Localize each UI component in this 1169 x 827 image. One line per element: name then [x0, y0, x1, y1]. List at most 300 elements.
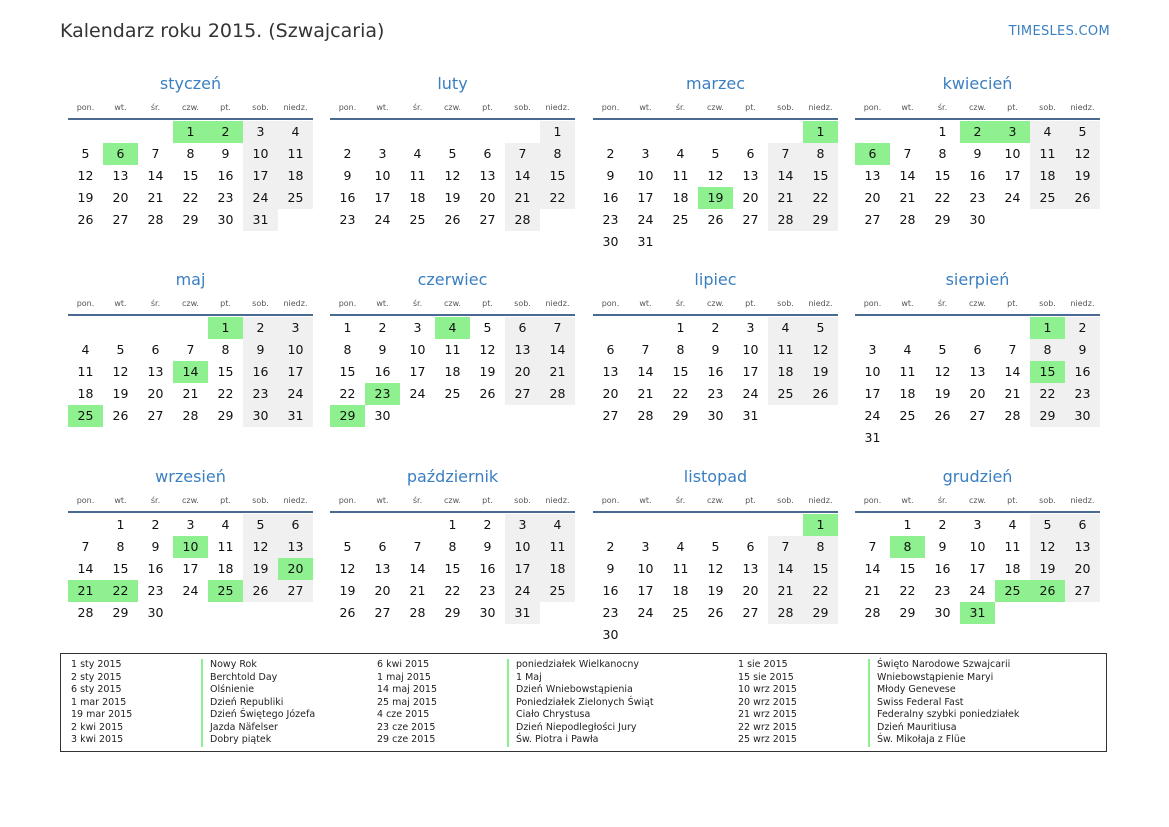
holiday-date: 4 cze 2015	[377, 709, 430, 720]
day-cell: 10	[637, 561, 654, 576]
weekday-label: pon.	[601, 299, 620, 308]
weekday-label: śr.	[412, 103, 423, 112]
day-cell: 9	[243, 339, 278, 361]
day-cell: 12	[444, 168, 461, 183]
legend-row	[71, 671, 278, 685]
brand-link[interactable]: TIMESLES.COM	[1008, 24, 1110, 39]
day-cell: 13	[742, 168, 759, 183]
day-cell: 9	[711, 342, 720, 357]
day-cell: 9	[343, 168, 352, 183]
day-cell: 12	[934, 364, 951, 379]
day-cell: 18	[444, 364, 461, 379]
weekday-label: pon.	[76, 103, 95, 112]
day-cell: 29	[182, 212, 199, 227]
day-cell: 18	[899, 386, 916, 401]
day-cell: 17	[505, 558, 540, 580]
day-cell: 19	[479, 364, 496, 379]
day-cell: 16	[479, 561, 496, 576]
empty-cell	[628, 514, 663, 536]
holiday-day-cell: 25	[995, 580, 1030, 602]
day-cell: 21	[864, 583, 881, 598]
day-cell: 19	[77, 190, 94, 205]
day-cell: 19	[803, 361, 838, 383]
weekday-label: pon.	[338, 496, 357, 505]
holiday-date: 1 sie 2015	[738, 659, 788, 670]
day-cell: 17	[278, 361, 313, 383]
legend-column	[738, 659, 1020, 747]
weekday-label: sob.	[252, 103, 269, 112]
holiday-date: 3 kwi 2015	[71, 734, 124, 745]
empty-cell	[698, 121, 733, 143]
weekday-label: pon.	[76, 496, 95, 505]
weekday-label: czw.	[969, 103, 986, 112]
empty-cell	[68, 317, 103, 339]
day-cell: 28	[768, 602, 803, 624]
day-cell: 25	[540, 580, 575, 602]
day-cell: 29	[899, 605, 916, 620]
month-4	[855, 74, 1100, 231]
day-cell: 4	[413, 146, 422, 161]
holiday-day-cell: 19	[698, 187, 733, 209]
day-cell: 24	[637, 605, 654, 620]
day-cell: 20	[864, 190, 881, 205]
holiday-name: Olśnienie	[201, 684, 254, 697]
day-cell: 1	[343, 320, 352, 335]
day-cell: 17	[637, 583, 654, 598]
day-cell: 23	[1065, 383, 1100, 405]
holiday-day-cell: 25	[208, 580, 243, 602]
holiday-name: Berchtold Day	[201, 672, 277, 685]
day-cell: 26	[934, 408, 951, 423]
day-cell: 7	[768, 143, 803, 165]
day-cell: 7	[81, 539, 90, 554]
day-grid	[68, 317, 313, 427]
day-cell: 14	[899, 168, 916, 183]
day-cell: 25	[278, 187, 313, 209]
weekday-label: czw.	[182, 299, 199, 308]
day-cell: 26	[707, 212, 724, 227]
legend-row	[738, 709, 1020, 722]
day-cell: 23	[707, 386, 724, 401]
empty-cell	[470, 121, 505, 143]
day-cell: 3	[378, 146, 387, 161]
day-cell: 27	[505, 383, 540, 405]
day-cell: 20	[505, 361, 540, 383]
legend-row	[377, 709, 591, 722]
weekday-label: niedz.	[545, 103, 570, 112]
day-cell: 2	[243, 317, 278, 339]
day-cell: 14	[147, 168, 164, 183]
holiday-name: Poniedziałek Zielonych Świąt	[507, 697, 654, 710]
day-cell: 21	[768, 187, 803, 209]
day-cell: 27	[969, 408, 986, 423]
weekday-label: wt.	[376, 103, 389, 112]
weekday-label: pt.	[482, 496, 493, 505]
day-cell: 28	[505, 209, 540, 231]
weekday-label: pt.	[482, 299, 493, 308]
day-cell: 11	[444, 342, 461, 357]
weekday-label: wt.	[639, 496, 652, 505]
day-cell: 22	[540, 187, 575, 209]
weekday-label: czw.	[707, 103, 724, 112]
day-cell: 13	[147, 364, 164, 379]
day-cell: 1	[540, 121, 575, 143]
month-9	[68, 467, 313, 624]
holiday-day-cell: 23	[365, 383, 400, 405]
empty-cell	[365, 121, 400, 143]
holiday-day-cell: 6	[855, 143, 890, 165]
weekday-label: śr.	[412, 299, 423, 308]
holiday-date: 6 kwi 2015	[377, 659, 430, 670]
day-cell: 7	[1008, 342, 1017, 357]
day-cell: 12	[707, 561, 724, 576]
weekday-label: czw.	[707, 496, 724, 505]
month-name: czerwiec	[417, 270, 488, 289]
day-cell: 28	[637, 408, 654, 423]
day-grid	[593, 514, 838, 646]
empty-cell	[593, 514, 628, 536]
day-cell: 2	[938, 517, 947, 532]
day-cell: 16	[1065, 361, 1100, 383]
weekday-label: wt.	[639, 299, 652, 308]
day-cell: 6	[746, 539, 755, 554]
legend-row	[71, 684, 255, 697]
day-cell: 9	[938, 539, 947, 554]
day-cell: 23	[934, 583, 951, 598]
empty-cell	[925, 317, 960, 339]
day-cell: 10	[409, 342, 426, 357]
holiday-date: 20 wrz 2015	[738, 696, 797, 708]
day-cell: 12	[803, 339, 838, 361]
day-cell: 24	[969, 583, 986, 598]
day-cell: 4	[1008, 517, 1017, 532]
day-cell: 19	[1065, 165, 1100, 187]
day-cell: 5	[243, 514, 278, 536]
day-cell: 15	[339, 364, 356, 379]
weekday-label: śr.	[675, 496, 686, 505]
day-cell: 8	[221, 342, 230, 357]
legend-row	[377, 721, 637, 735]
weekday-header	[330, 99, 575, 120]
day-cell: 9	[606, 561, 615, 576]
holiday-name: 1 Maj	[507, 672, 542, 685]
day-cell: 6	[973, 342, 982, 357]
weekday-header	[68, 492, 313, 513]
day-cell: 29	[803, 209, 838, 231]
day-cell: 17	[637, 190, 654, 205]
day-cell: 21	[768, 580, 803, 602]
weekday-label: wt.	[114, 496, 127, 505]
empty-cell	[593, 317, 628, 339]
day-cell: 12	[77, 168, 94, 183]
month-11	[593, 467, 838, 646]
month-10	[330, 467, 575, 624]
legend-row	[738, 684, 956, 697]
day-cell: 20	[969, 386, 986, 401]
weekday-label: czw.	[182, 103, 199, 112]
empty-cell	[663, 514, 698, 536]
day-cell: 5	[711, 539, 720, 554]
holiday-date: 25 maj 2015	[377, 696, 438, 708]
legend-row	[738, 721, 957, 735]
day-cell: 30	[934, 605, 951, 620]
day-cell: 22	[339, 386, 356, 401]
weekday-label: śr.	[937, 496, 948, 505]
day-cell: 30	[602, 234, 619, 249]
month-name: listopad	[683, 467, 748, 486]
day-cell: 18	[672, 190, 689, 205]
empty-cell	[628, 121, 663, 143]
day-cell: 21	[637, 386, 654, 401]
day-cell: 7	[903, 146, 912, 161]
holiday-date: 10 wrz 2015	[738, 684, 797, 695]
day-cell: 19	[339, 583, 356, 598]
day-cell: 14	[637, 364, 654, 379]
weekday-label: wt.	[901, 496, 914, 505]
holiday-day-cell: 1	[803, 121, 838, 143]
holiday-name: Dobry piątek	[201, 734, 271, 747]
legend-row	[738, 734, 966, 747]
day-grid	[330, 317, 575, 427]
day-cell: 14	[540, 339, 575, 361]
weekday-label: pon.	[338, 103, 357, 112]
day-cell: 11	[672, 168, 689, 183]
day-cell: 13	[969, 364, 986, 379]
day-cell: 28	[77, 605, 94, 620]
legend-row	[377, 684, 633, 697]
empty-cell	[855, 514, 890, 536]
holiday-date: 23 cze 2015	[377, 721, 436, 733]
day-cell: 22	[899, 583, 916, 598]
day-cell: 7	[868, 539, 877, 554]
day-cell: 2	[378, 320, 387, 335]
day-cell: 10	[374, 168, 391, 183]
weekday-label: wt.	[901, 103, 914, 112]
legend-row	[377, 696, 654, 710]
weekday-label: czw.	[707, 299, 724, 308]
weekday-label: sob.	[252, 496, 269, 505]
holiday-day-cell: 10	[173, 536, 208, 558]
day-cell: 8	[938, 146, 947, 161]
day-cell: 3	[278, 317, 313, 339]
holiday-name: Swiss Federal Fast	[868, 697, 964, 710]
weekday-label: czw.	[444, 103, 461, 112]
day-cell: 10	[243, 143, 278, 165]
day-cell: 4	[81, 342, 90, 357]
day-cell: 4	[676, 146, 685, 161]
empty-cell	[400, 121, 435, 143]
day-cell: 28	[768, 209, 803, 231]
day-cell: 15	[182, 168, 199, 183]
empty-cell	[400, 514, 435, 536]
day-cell: 24	[278, 383, 313, 405]
day-cell: 28	[409, 605, 426, 620]
legend-row	[738, 659, 1011, 672]
empty-cell	[733, 121, 768, 143]
day-cell: 15	[934, 168, 951, 183]
day-cell: 29	[112, 605, 129, 620]
day-cell: 4	[540, 514, 575, 536]
day-cell: 25	[768, 383, 803, 405]
day-cell: 26	[803, 383, 838, 405]
day-cell: 30	[243, 405, 278, 427]
weekday-label: wt.	[376, 496, 389, 505]
empty-cell	[365, 514, 400, 536]
day-cell: 15	[217, 364, 234, 379]
holiday-date: 21 wrz 2015	[738, 709, 797, 720]
empty-cell	[768, 121, 803, 143]
holiday-day-cell: 2	[960, 121, 995, 143]
day-cell: 3	[413, 320, 422, 335]
day-cell: 11	[409, 168, 426, 183]
weekday-label: niedz.	[545, 496, 570, 505]
day-cell: 2	[483, 517, 492, 532]
month-3	[593, 74, 838, 253]
day-cell: 3	[243, 121, 278, 143]
day-cell: 17	[1004, 168, 1021, 183]
holiday-day-cell: 14	[173, 361, 208, 383]
day-cell: 27	[742, 212, 759, 227]
weekday-label: czw.	[969, 299, 986, 308]
holiday-name: poniedziałek Wielkanocny	[507, 659, 639, 672]
day-cell: 31	[278, 405, 313, 427]
weekday-label: czw.	[444, 299, 461, 308]
day-cell: 16	[969, 168, 986, 183]
holiday-day-cell: 1	[803, 514, 838, 536]
empty-cell	[330, 121, 365, 143]
weekday-label: pon.	[863, 103, 882, 112]
legend-row	[71, 659, 257, 672]
day-cell: 30	[374, 408, 391, 423]
weekday-label: sob.	[514, 103, 531, 112]
weekday-label: pt.	[220, 299, 231, 308]
month-name: wrzesień	[155, 467, 226, 486]
weekday-label: niedz.	[808, 299, 833, 308]
month-2	[330, 74, 575, 231]
day-cell: 11	[1030, 143, 1065, 165]
day-cell: 4	[1030, 121, 1065, 143]
weekday-label: czw.	[182, 496, 199, 505]
day-cell: 30	[707, 408, 724, 423]
holiday-day-cell: 21	[68, 580, 103, 602]
holiday-date: 1 maj 2015	[377, 671, 431, 683]
day-cell: 6	[1065, 514, 1100, 536]
day-cell: 18	[768, 361, 803, 383]
holiday-legend	[60, 653, 1107, 752]
day-cell: 10	[742, 342, 759, 357]
day-cell: 12	[1065, 143, 1100, 165]
day-cell: 7	[768, 536, 803, 558]
holiday-date: 19 mar 2015	[71, 709, 133, 720]
day-cell: 16	[374, 364, 391, 379]
day-cell: 7	[151, 146, 160, 161]
day-cell: 6	[151, 342, 160, 357]
legend-row	[71, 721, 278, 735]
day-cell: 24	[243, 187, 278, 209]
empty-cell	[103, 121, 138, 143]
day-cell: 5	[343, 539, 352, 554]
day-cell: 28	[899, 212, 916, 227]
day-cell: 29	[1030, 405, 1065, 427]
weekday-header	[855, 99, 1100, 120]
month-name: lipiec	[694, 270, 737, 289]
holiday-day-cell: 3	[995, 121, 1030, 143]
day-cell: 13	[278, 536, 313, 558]
weekday-header	[330, 492, 575, 513]
day-cell: 13	[602, 364, 619, 379]
day-cell: 27	[742, 605, 759, 620]
day-cell: 30	[969, 212, 986, 227]
day-cell: 10	[1004, 146, 1021, 161]
day-cell: 7	[641, 342, 650, 357]
weekday-label: śr.	[937, 103, 948, 112]
day-cell: 5	[448, 146, 457, 161]
day-cell: 15	[112, 561, 129, 576]
day-cell: 2	[606, 146, 615, 161]
weekday-label: śr.	[150, 103, 161, 112]
weekday-header	[855, 492, 1100, 513]
day-cell: 13	[374, 561, 391, 576]
day-cell: 17	[409, 364, 426, 379]
holiday-day-cell: 29	[330, 405, 365, 427]
month-8	[855, 270, 1100, 449]
day-cell: 15	[803, 165, 838, 187]
day-cell: 26	[1065, 187, 1100, 209]
holiday-day-cell: 2	[208, 121, 243, 143]
day-cell: 6	[278, 514, 313, 536]
day-cell: 26	[479, 386, 496, 401]
day-cell: 14	[409, 561, 426, 576]
weekday-label: niedz.	[808, 103, 833, 112]
legend-row	[377, 671, 542, 685]
day-cell: 26	[707, 605, 724, 620]
day-cell: 16	[707, 364, 724, 379]
day-cell: 5	[81, 146, 90, 161]
day-cell: 16	[602, 583, 619, 598]
day-cell: 8	[116, 539, 125, 554]
day-cell: 8	[676, 342, 685, 357]
weekday-label: niedz.	[1070, 103, 1095, 112]
weekday-label: niedz.	[808, 496, 833, 505]
day-cell: 17	[243, 165, 278, 187]
weekday-header	[593, 295, 838, 316]
weekday-header	[593, 492, 838, 513]
day-cell: 20	[1065, 558, 1100, 580]
day-cell: 4	[221, 517, 230, 532]
holiday-name: Dzień Wniebowstąpienia	[507, 684, 633, 697]
day-cell: 1	[938, 124, 947, 139]
day-cell: 3	[641, 146, 650, 161]
day-cell: 15	[540, 165, 575, 187]
day-cell: 31	[742, 408, 759, 423]
weekday-label: czw.	[969, 496, 986, 505]
day-cell: 8	[186, 146, 195, 161]
day-cell: 20	[602, 386, 619, 401]
day-cell: 10	[637, 168, 654, 183]
holiday-name: Św. Mikołaja z Flüe	[868, 734, 966, 747]
holiday-day-cell: 1	[208, 317, 243, 339]
day-cell: 5	[116, 342, 125, 357]
day-grid	[593, 317, 838, 427]
weekday-label: pt.	[745, 496, 756, 505]
empty-cell	[330, 514, 365, 536]
day-cell: 27	[112, 212, 129, 227]
day-cell: 22	[934, 190, 951, 205]
day-cell: 8	[343, 342, 352, 357]
holiday-name: Św. Piotra i Pawła	[507, 734, 599, 747]
day-cell: 22	[444, 583, 461, 598]
day-cell: 24	[1004, 190, 1021, 205]
